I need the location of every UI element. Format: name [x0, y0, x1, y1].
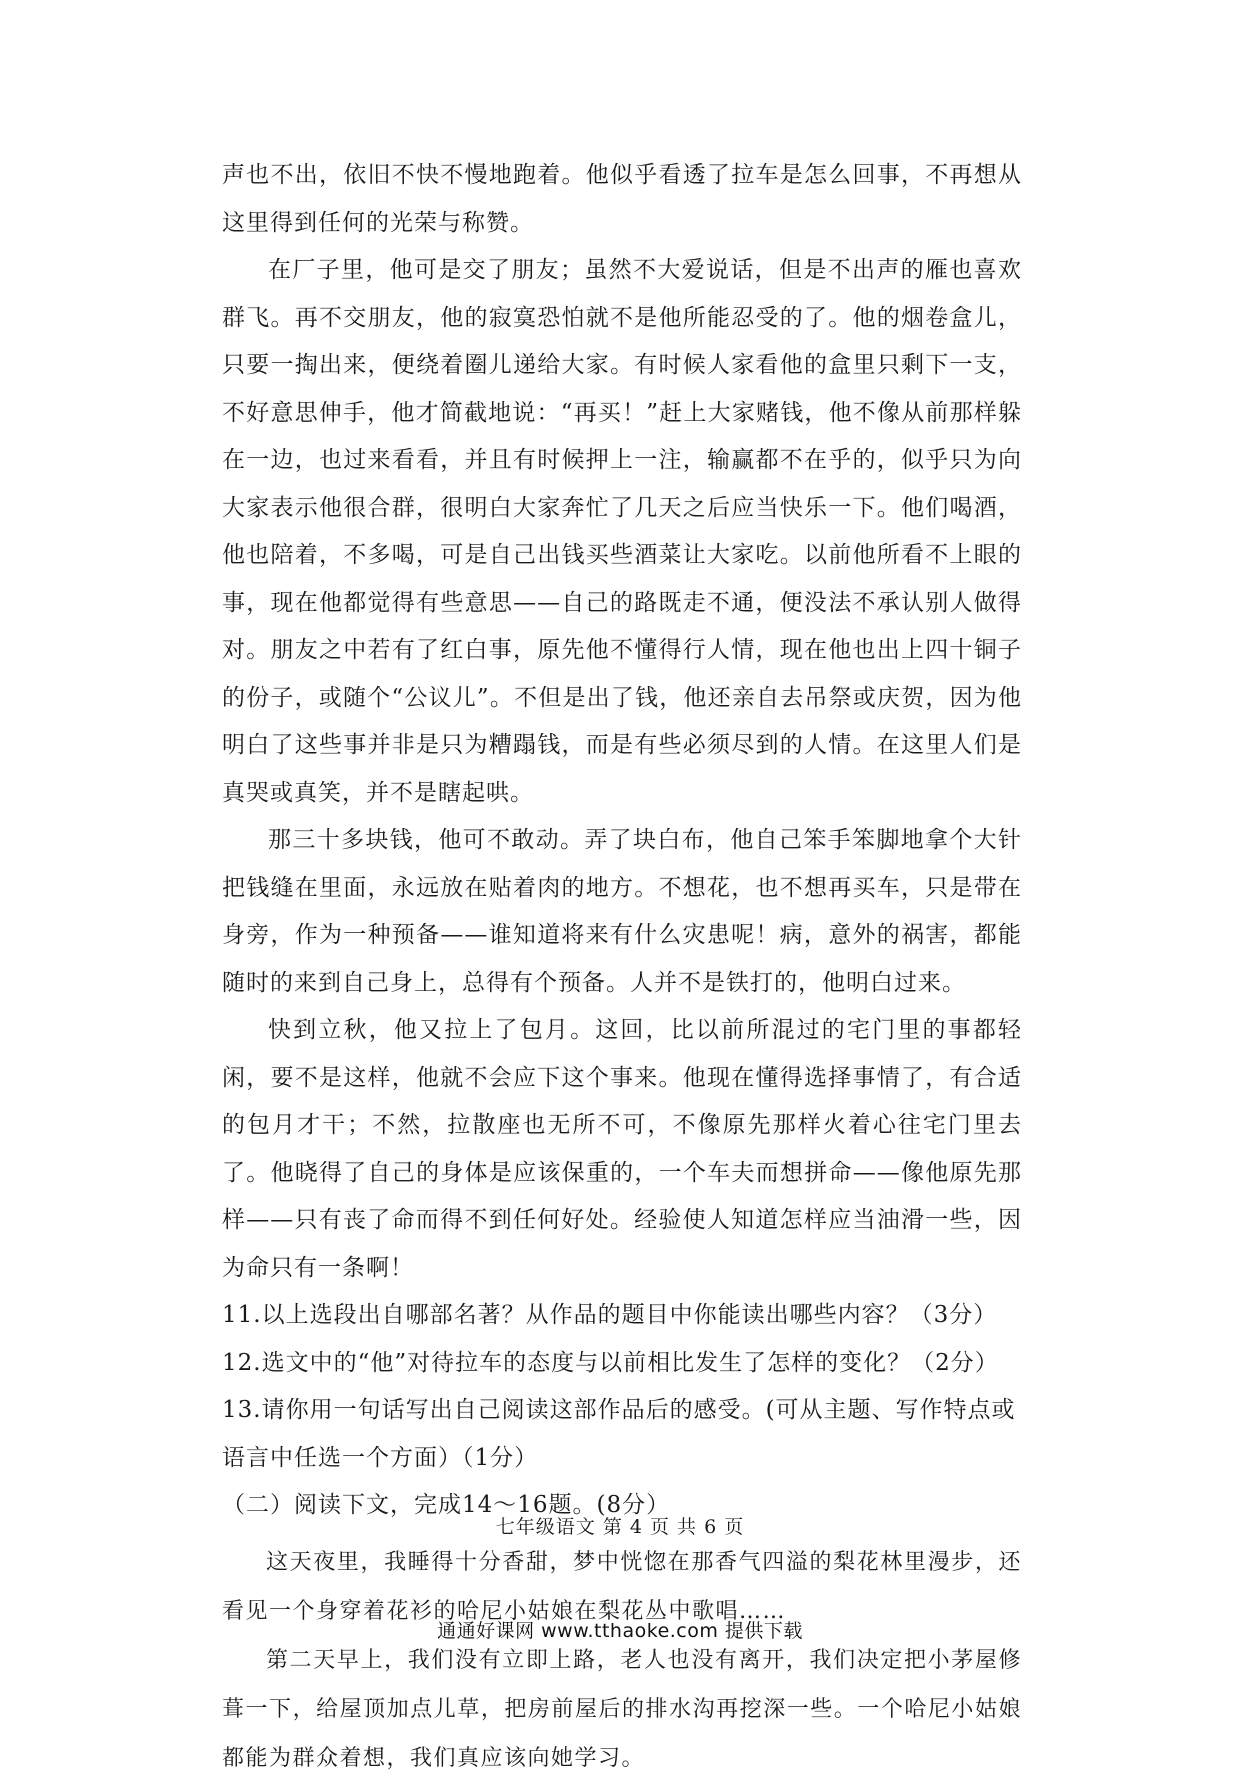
- section-2-heading: （二）阅读下文，完成14～16题。(8分）: [222, 1492, 671, 1518]
- passage-1-paragraph: 在厂子里，他可是交了朋友；虽然不大爱说话，但是不出声的雁也喜欢群飞。再不交朋友，他的寂寞恐怕就不是他所能忍受的了。他的烟卷盒儿，只要一掏出来，便绕着圈儿递给大家。有时候人家看他的盒里只剩下一支，不好意思伸手，他才简截地说：“再买！”赶上大家赌钱，他不像从前那样躲在一边，也过来看看，并且有时候押上一注，输赢都不在乎的，似乎只为向大家表示他很合群，很明白大家奔忙了几天之后应当快乐一下。他们喝酒，他也陪着，不多喝，可是自己出钱买些酒菜让大家吃。以前他所看不上眼的事，现在他都觉得有些意思——自己的路既走不通，便没法不承认别人做得对。朋友之中若有了红白事，原先他不懂得行人情，现在他也出上四十铜子的份子，或随个“公议儿”。不但是出了钱，他还亲自去吊祭或庆贺，因为他明白了这些事并非是只为糟蹋钱，而是有些必须尽到的人情。在这里人们是真哭或真笑，并不是瞎起哄。: [222, 257, 1022, 806]
- passage-2-paragraph: 第二天早上，我们没有立即上路，老人也没有离开，我们决定把小茅屋修葺一下，给屋顶加点儿草，把房前屋后的排水沟再挖深一些。一个哈尼小姑娘都能为群众着想，我们真应该向她学习。: [222, 1647, 1022, 1771]
- reading-passage-2: [222, 1538, 1022, 1783]
- question-11: 11.以上选段出自哪部名著？从作品的题目中你能读出哪些内容？（3分）: [222, 1302, 998, 1328]
- question-12: 12.选文中的“他”对待拉车的态度与以前相比发生了怎样的变化？（2分）: [222, 1349, 999, 1376]
- download-watermark: 通通好课网 www.tthaoke.com 提供下载: [437, 1620, 803, 1642]
- passage-2-paragraph: 这天夜里，我睡得十分香甜，梦中恍惚在那香气四溢的梨花林里漫步，还看见一个身穿着花衫的哈尼小姑娘在梨花丛中歌唱……: [222, 1549, 1022, 1624]
- question-13: 13.请你用一句话写出自己阅读这部作品后的感受。(可从主题、写作特点或语言中任选一个方面）（1分）: [222, 1397, 1016, 1471]
- passage-1-paragraph: 快到立秋，他又拉上了包月。这回，比以前所混过的宅门里的事都轻闲，要不是这样，他就不会应下这个事来。他现在懂得选择事情了，有合适的包月才干；不然，拉散座也无所不可，不像原先那样火着心往宅门里去了。他晓得了自己的身体是应该保重的，一个车夫而想拼命——像他原先那样——只有丧了命而得不到任何好处。经验使人知道怎样应当油滑一些，因为命只有一条啊！: [222, 1017, 1022, 1281]
- page-footer: 七年级语文 第 4 页 共 6 页: [495, 1516, 745, 1538]
- passage-1-paragraph: 那三十多块钱，他可不敢动。弄了块白布，他自己笨手笨脚地拿个大针把钱缝在里面，永远放在贴着肉的地方。不想花，也不想再买车，只是带在身旁，作为一种预备——谁知道将来有什么灾患呢！病，意外的祸害，都能随时的来到自己身上，总得有个预备。人并不是铁打的，他明白过来。: [222, 827, 1022, 996]
- passage-1-paragraph: 声也不出，依旧不快不慢地跑着。他似乎看透了拉车是怎么回事，不再想从这里得到任何的光荣与称赞。: [222, 162, 1022, 236]
